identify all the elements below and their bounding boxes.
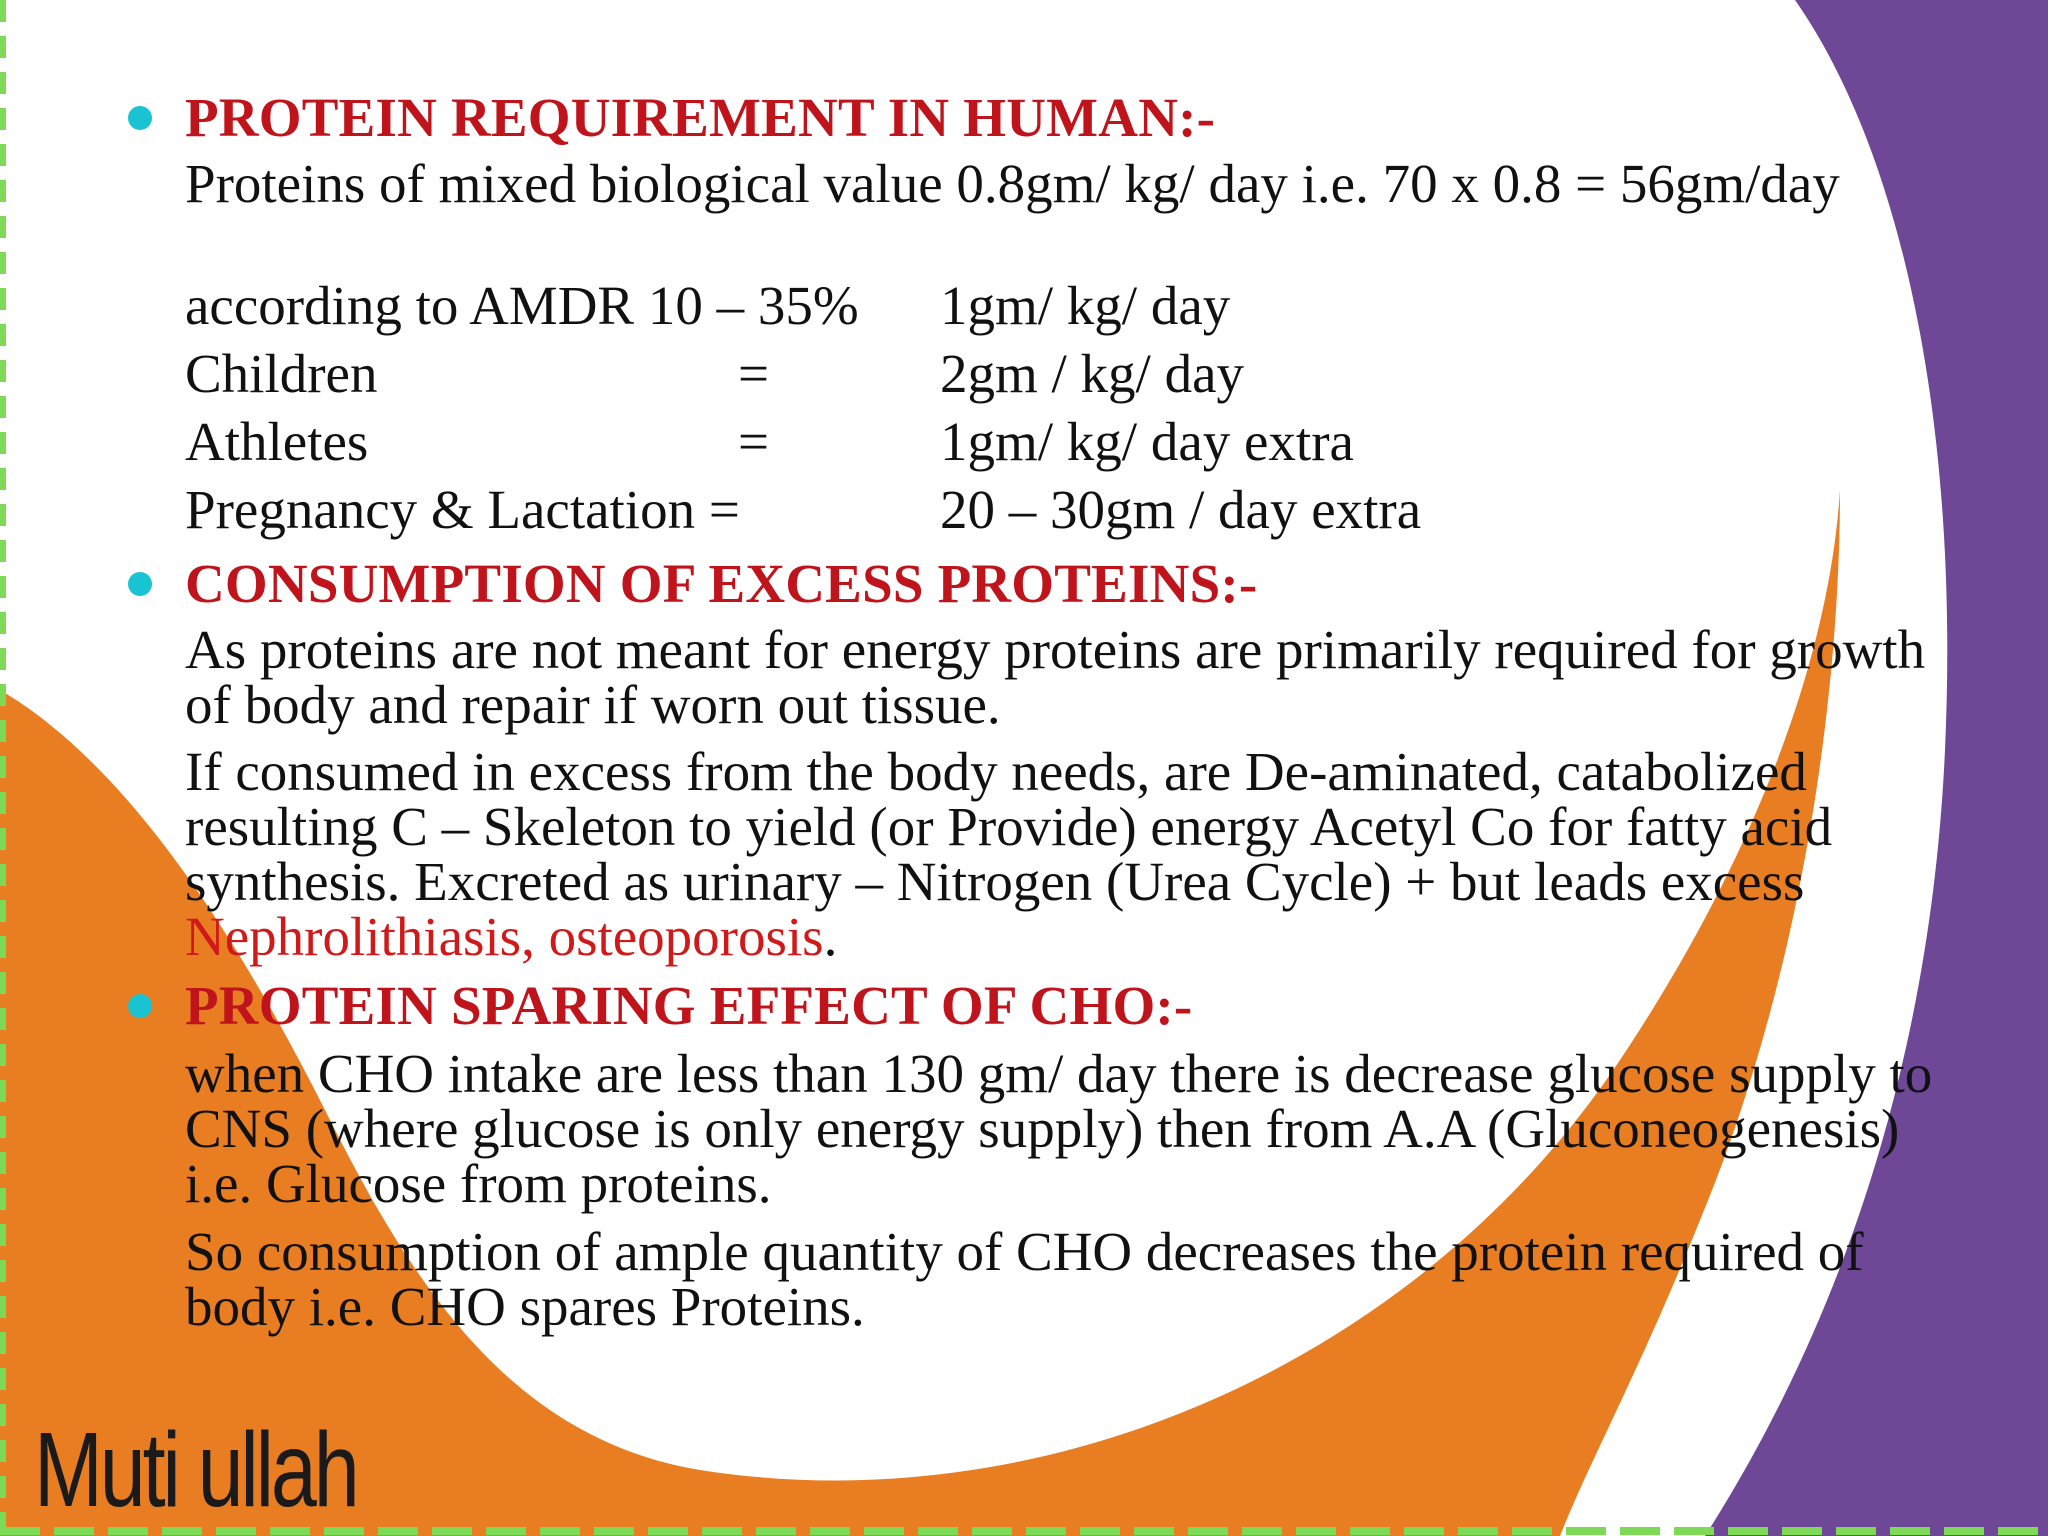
bullet-icon	[128, 106, 152, 130]
highlight-nephrolithiasis: Nephrolithiasis, osteoporosis	[185, 906, 824, 967]
row-eq-athletes: =	[738, 411, 770, 472]
excess-paragraph-2-end: .	[823, 906, 838, 967]
bullet-icon	[128, 994, 152, 1018]
bullet-icon	[128, 572, 152, 596]
excess-paragraph-2-text: If consumed in excess from the body needs, are De-aminated, catabolized resulting C – Skeleton to yield (or Provide) energy Acetyl Co for fatty acid synthesis. Excreted as urinary – Nitrogen (Urea Cycle) + but leads excess	[185, 741, 1833, 912]
sparing-paragraph-1: when CHO intake are less than 130 gm/ day there is decrease glucose supply to CNS (where glucose is only energy supply) then from A.A (Gluconeogenesis) i.e. Glucose from proteins.	[185, 1043, 1933, 1214]
row-label-athletes: Athletes	[185, 411, 369, 472]
section-heading-excess-proteins: CONSUMPTION OF EXCESS PROTEINS:-	[185, 553, 1258, 614]
row-eq-children: =	[738, 343, 770, 404]
row-label-pregnancy: Pregnancy & Lactation =	[185, 479, 740, 540]
excess-paragraph-2	[185, 741, 1945, 967]
intro-text: Proteins of mixed biological value 0.8gm/ kg/ day i.e. 70 x 0.8 = 56gm/day	[185, 153, 1840, 214]
excess-paragraph-1: As proteins are not meant for energy proteins are primarily required for growth of body and repair if worn out tissue.	[185, 619, 1926, 735]
sparing-paragraph-2: So consumption of ample quantity of CHO decreases the protein required of body i.e. CHO spares Proteins.	[185, 1221, 1864, 1337]
row-value-children: 2gm / kg/ day	[940, 343, 1245, 404]
row-label-amdr: according to AMDR 10 – 35%	[185, 275, 859, 336]
author-name: Muti ullah	[34, 1411, 357, 1529]
row-label-children: Children	[185, 343, 378, 404]
section-heading-protein-sparing: PROTEIN SPARING EFFECT OF CHO:-	[185, 975, 1193, 1036]
row-value-athletes: 1gm/ kg/ day extra	[940, 411, 1354, 472]
section-heading-protein-requirement: PROTEIN REQUIREMENT IN HUMAN:-	[185, 87, 1216, 148]
row-value-amdr: 1gm/ kg/ day	[940, 275, 1231, 336]
row-value-pregnancy: 20 – 30gm / day extra	[940, 479, 1422, 540]
